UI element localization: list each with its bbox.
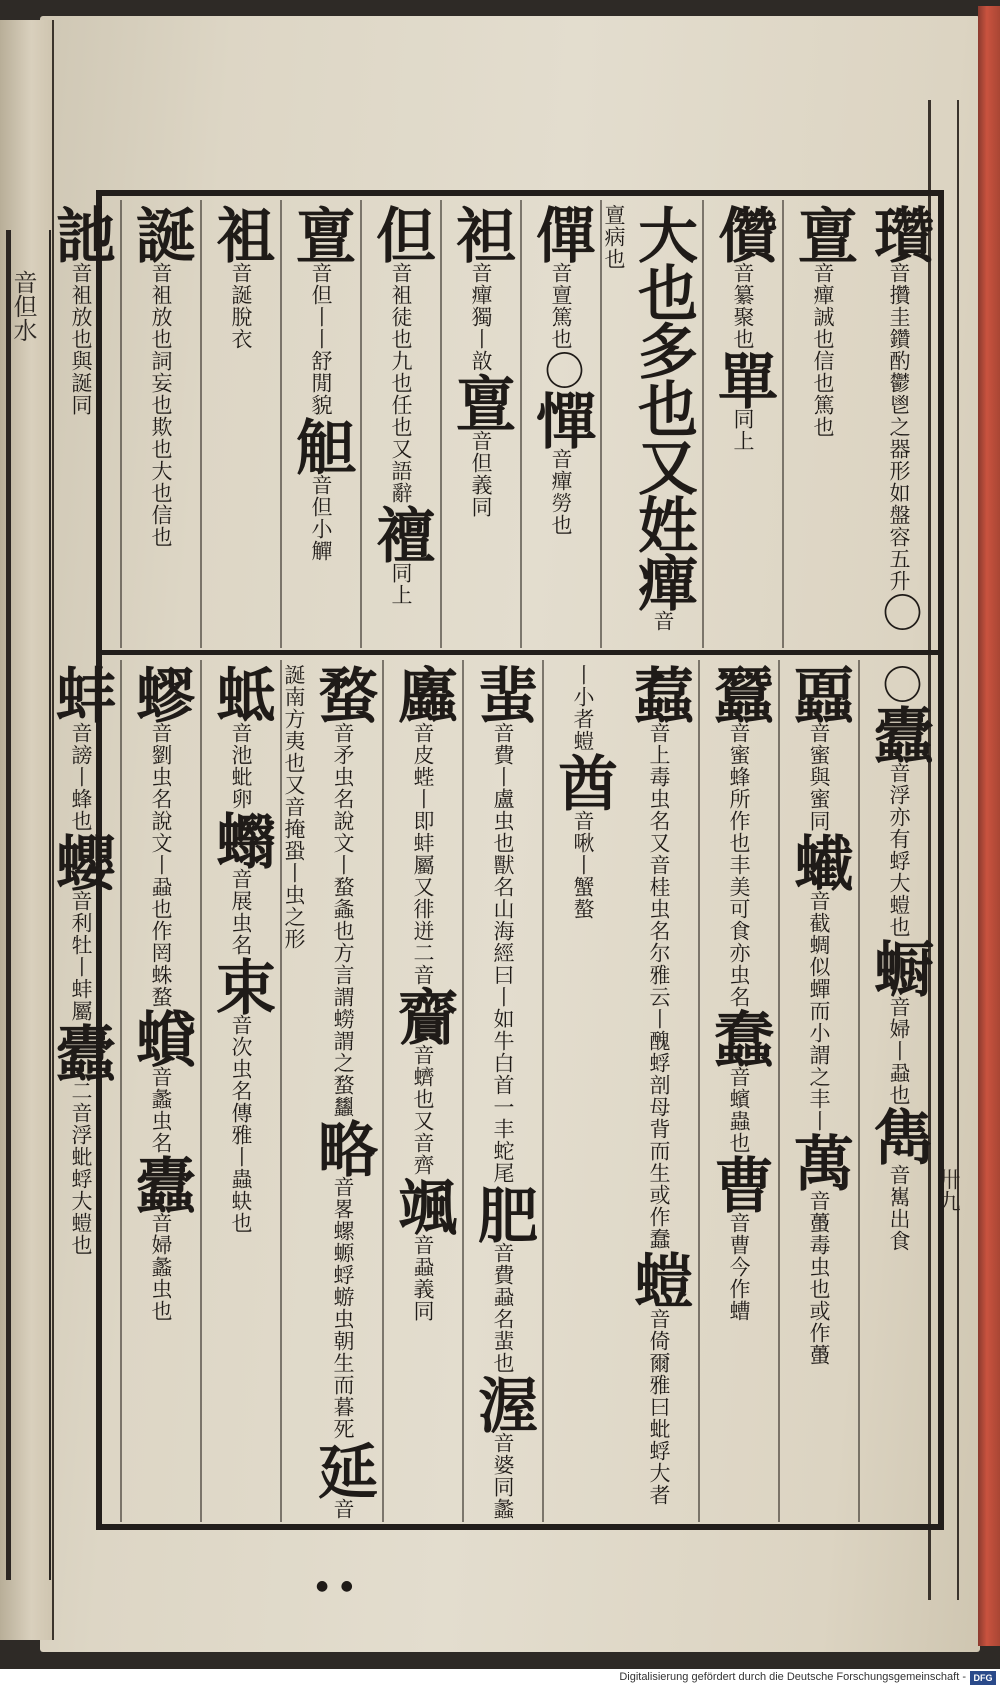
gloss-text: 音啾丨蟹螯	[571, 810, 595, 920]
gloss-text: 音費蝨名蜚也	[491, 1242, 515, 1374]
headword: 蠢	[704, 1008, 774, 1066]
headword: 蠯	[388, 664, 458, 722]
bottom-column	[698, 660, 778, 1522]
headword: 渥	[468, 1374, 538, 1432]
headword: 亶	[286, 204, 356, 262]
bottom-column	[382, 660, 462, 1522]
gloss-text: 音畧螺螈蜉蝣虫朝生而暮死	[331, 1176, 355, 1440]
headword: 蠹	[46, 1022, 116, 1080]
headword: 齎	[388, 986, 458, 1044]
gloss-text: 音蜜與蜜同	[807, 722, 831, 832]
gloss-text: 音亶篤也	[549, 262, 573, 350]
dictionary-entry	[446, 204, 516, 372]
gloss-text: 二音浮蚍蜉大螘也	[69, 1080, 93, 1256]
gloss-text: 音婦丨蝨也	[887, 996, 911, 1106]
headword: 亶	[788, 204, 858, 262]
gloss-text: 音癉誠也信也篤也	[811, 262, 835, 438]
gloss-text: 音利牡丨蚌屬	[69, 890, 93, 1022]
gloss-text: 音袓放也與誕同	[69, 262, 93, 416]
dictionary-entry	[126, 1154, 196, 1322]
headword: 大也多也又姓	[628, 204, 698, 552]
dictionary-entry	[864, 938, 934, 1106]
gloss-text: 同上	[731, 408, 755, 452]
headword: 袒	[446, 204, 516, 262]
gloss-text: 音截蜩似蟬而小謂之丰丨	[807, 890, 831, 1132]
headword: 颯	[388, 1176, 458, 1234]
dictionary-entry	[126, 204, 196, 548]
gloss-text: 音誕脫衣	[229, 262, 253, 350]
headword: 蟉	[126, 664, 196, 722]
book-cover-edge	[978, 6, 1000, 1646]
dictionary-entry	[388, 1176, 458, 1322]
section-circle-mark: 〇	[876, 664, 922, 704]
dictionary-entry	[468, 1184, 538, 1374]
footer-bar	[0, 1669, 1000, 1689]
dictionary-entry	[468, 664, 538, 1184]
gloss-text: 音癉獨丨敨	[469, 262, 493, 372]
dictionary-entry	[704, 664, 774, 1008]
bottom-column	[462, 660, 542, 1522]
headword: 蠚	[624, 664, 694, 722]
headword: 雋	[864, 1106, 934, 1164]
dictionary-entry	[46, 204, 116, 416]
gloss-text: 音劉虫名說文丨蝨也作罔蛛蝥	[149, 722, 173, 1008]
gloss-text: 音婆同蠡	[491, 1432, 515, 1520]
gloss-text: 音矛虫名說文丨蝥螽也方言謂蟧謂之蝥蠿	[331, 722, 355, 1118]
dictionary-entry	[864, 1106, 934, 1252]
dictionary-entry	[366, 204, 436, 504]
gloss-text: 音誕南方夷也又音掩蛩丨虫之形	[282, 664, 355, 1520]
dictionary-entry	[286, 416, 356, 562]
headword: 蚳	[206, 664, 276, 722]
gloss-text: 音浮亦有蜉大螘也	[887, 762, 911, 938]
gloss-text: 音蜜蜂所作也丰美可食亦虫名	[727, 722, 751, 1008]
gloss-text: 音但小觶	[309, 474, 333, 562]
gloss-text: 音但義同	[469, 430, 493, 518]
gloss-text: 音纂聚也	[731, 262, 755, 350]
headword: 肥	[468, 1184, 538, 1242]
ink-dots: ● ●	[316, 1578, 357, 1594]
gloss-text: 音池蚍卵	[229, 722, 253, 810]
bottom-column	[778, 660, 858, 1522]
dfg-logo: DFG	[970, 1671, 996, 1685]
headword: 襢	[366, 504, 436, 562]
dictionary-entry	[864, 664, 934, 938]
headword: 蟘	[126, 1008, 196, 1066]
top-column	[702, 200, 782, 648]
gloss-text: 音謗丨蜂也	[69, 722, 93, 832]
dictionary-entry	[624, 664, 694, 1250]
headword: 蚌	[46, 664, 116, 722]
gloss-text: 音亶病也	[602, 204, 675, 632]
headword: 儹	[708, 204, 778, 262]
dictionary-entry	[308, 1118, 378, 1440]
gloss-text: 音攢圭鑽酌鬱鬯之器形如盤容五升	[887, 262, 911, 592]
headword: 蠠	[784, 664, 854, 722]
bottom-column	[542, 660, 698, 1522]
dictionary-entry	[708, 204, 778, 350]
gloss-text: 同上	[389, 562, 413, 606]
headword: 螘	[624, 1250, 694, 1308]
top-column	[520, 200, 600, 648]
gloss-text: 音蠙蟲也	[727, 1066, 751, 1154]
headword: 蝥	[308, 664, 378, 722]
headword: 束	[206, 956, 276, 1014]
gloss-text: 音癉勞也	[549, 448, 573, 536]
left-page-text: 音但水	[9, 270, 37, 342]
headword: 酋	[548, 752, 618, 810]
dictionary-entry	[206, 204, 276, 350]
gloss-text: 音蠆毒虫也或作蠆	[807, 1190, 831, 1366]
bottom-column	[120, 660, 200, 1522]
headword: 萬	[784, 1132, 854, 1190]
gloss-text: 音袓徒也九也任也又語辭	[389, 262, 413, 504]
gloss-text: 音倚爾雅曰蚍蜉大者丨小者螘	[571, 664, 671, 1506]
headword: 觛	[286, 416, 356, 474]
headword: 蠮	[206, 810, 276, 868]
footer-credit: Digitalisierung gefördert durch die Deutsche Forschungsgemeinschaft -	[619, 1671, 966, 1683]
dictionary-entry	[784, 1132, 854, 1366]
dictionary-entry	[704, 1008, 774, 1154]
dictionary-entry	[206, 810, 276, 956]
section-circle-mark: 〇	[538, 350, 584, 390]
headword: 訑	[46, 204, 116, 262]
headword: 曹	[704, 1154, 774, 1212]
headword: 蠹	[126, 1154, 196, 1212]
gloss-text: 音袓放也詞妄也欺也大也信也	[149, 262, 173, 548]
top-column	[120, 200, 200, 648]
headword: 誕	[126, 204, 196, 262]
dictionary-entry	[864, 204, 934, 592]
section-circle-mark: 〇	[876, 592, 922, 632]
bottom-column	[42, 660, 120, 1522]
dictionary-entry	[388, 986, 458, 1176]
top-column	[600, 200, 702, 648]
headword: 癉	[628, 552, 698, 610]
gloss-text: 音費丨盧虫也獸名山海經曰丨如牛白首一丰蛇尾	[491, 722, 515, 1184]
dictionary-entry	[704, 1154, 774, 1322]
dictionary-entry	[308, 664, 378, 1118]
headword: 蠘	[784, 832, 854, 890]
top-section	[46, 200, 938, 648]
dictionary-entry	[46, 664, 116, 832]
dictionary-entry	[46, 1022, 116, 1256]
dictionary-entry	[366, 504, 436, 606]
dictionary-entry	[388, 664, 458, 986]
headword: 略	[308, 1118, 378, 1176]
headword: 僤	[526, 204, 596, 262]
bottom-section	[46, 660, 938, 1522]
top-column	[280, 200, 360, 648]
dictionary-entry	[468, 1374, 538, 1520]
top-column	[440, 200, 520, 648]
headword: 蜚	[468, 664, 538, 722]
dictionary-entry	[206, 664, 276, 810]
dictionary-entry	[548, 752, 618, 920]
top-column	[782, 200, 938, 648]
dictionary-entry	[526, 350, 596, 536]
headword: 蠳	[46, 832, 116, 890]
gloss-text: 音婦蠡虫也	[149, 1212, 173, 1322]
top-column	[42, 200, 120, 648]
gloss-text: 音蝨義同	[411, 1234, 435, 1322]
gloss-text: 音展虫名	[229, 868, 253, 956]
gloss-text: 音次虫名傳雅丨蟲蚗也	[229, 1014, 253, 1234]
headword: 延	[308, 1440, 378, 1498]
gloss-text: 音皮蜌丨即蚌屬又徘迸二音	[411, 722, 435, 986]
gloss-text: 音曹今作螬	[727, 1212, 751, 1322]
dictionary-entry	[126, 664, 196, 1008]
headword: 亶	[446, 372, 516, 430]
bottom-column	[280, 660, 382, 1522]
dictionary-entry	[286, 204, 356, 416]
dictionary-entry	[526, 204, 596, 350]
gloss-text: 音蠡虫名	[149, 1066, 173, 1154]
headword: 袓	[206, 204, 276, 262]
dictionary-entry	[446, 372, 516, 518]
headword: 蠹	[864, 704, 934, 762]
gloss-text: 音但丨丨舒閒貌	[309, 262, 333, 416]
dictionary-entry	[708, 350, 778, 452]
top-column	[360, 200, 440, 648]
top-column	[200, 200, 280, 648]
section-divider	[96, 650, 944, 655]
dictionary-entry	[206, 956, 276, 1234]
gloss-text: 音蠐也又音齊	[411, 1044, 435, 1176]
dictionary-entry	[46, 832, 116, 1022]
gloss-text: 音上毒虫名又音桂虫名尔雅云丨醜蜉剖母背而生或作蠢	[647, 722, 671, 1250]
headword: 單	[708, 350, 778, 408]
headword: 瓚	[864, 204, 934, 262]
headword: 憚	[526, 390, 596, 448]
folio-number: 卅九	[935, 1168, 960, 1212]
gloss-text: 音嶲出食	[887, 1164, 911, 1252]
dictionary-entry	[784, 832, 854, 1132]
headword: 蠶	[704, 664, 774, 722]
bottom-column	[858, 660, 938, 1522]
dictionary-entry	[126, 1008, 196, 1154]
dictionary-entry	[784, 664, 854, 832]
bottom-column	[200, 660, 280, 1522]
headword: 但	[366, 204, 436, 262]
headword: 蟵	[864, 938, 934, 996]
